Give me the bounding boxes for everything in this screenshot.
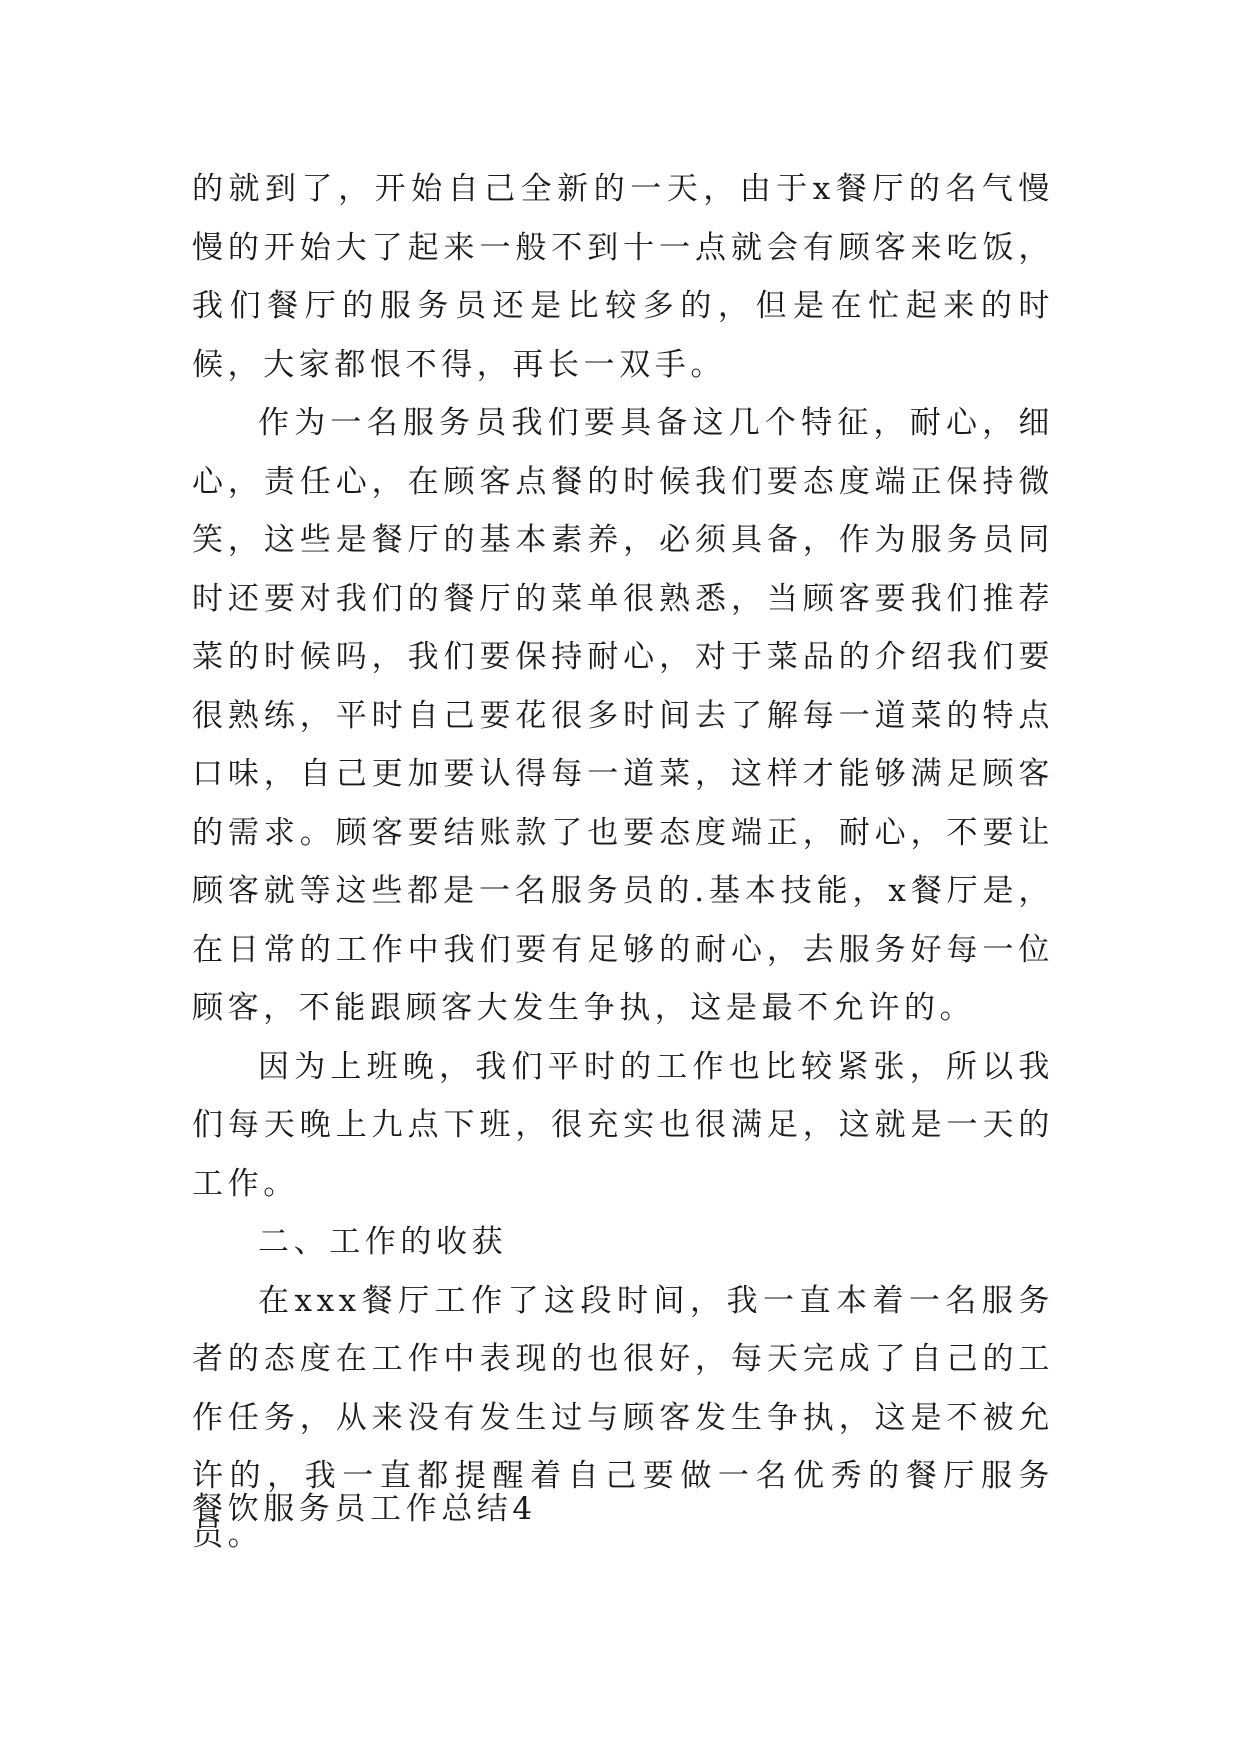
subheading-gains: 二、工作的收获	[258, 1224, 508, 1260]
section-title: 餐饮服务员工作总结4	[192, 1491, 537, 1527]
paragraph-gains: 在xxx餐厅工作了这段时间，我一直本着一名服务者的态度在工作中表现的也很好，每天完成了自己的工作任务，从来没有发生过与顾客发生争执，这是不被允许的，我一直都提醒着自己要做一名优秀的餐厅服务员。	[192, 1282, 1054, 1553]
paragraph-qualities: 作为一名服务员我们要具备这几个特征，耐心，细心，责任心，在顾客点餐的时候我们要态度端正保持微笑，这些是餐厅的基本素养，必须具备，作为服务员同时还要对我们的餐厅的菜单很熟悉，当顾客要我们推荐菜的时候吗，我们要保持耐心，对于菜品的介绍我们要很熟练，平时自己要花很多时间去了解每一道菜的特点口味，自己更加要认得每一道菜，这样才能够满足顾客的需求。顾客要结账款了也要态度端正，耐心，不要让顾客就等这些都是一名服务员的.基本技能，x餐厅是，在日常的工作中我们要有足够的耐心，去服务好每一位顾客，不能跟顾客大发生争执，这是最不允许的。	[192, 405, 1054, 1026]
paragraph-continuation: 的就到了，开始自己全新的一天，由于x餐厅的名气慢慢的开始大了起来一般不到十一点就会有顾客来吃饭，我们餐厅的服务员还是比较多的，但是在忙起来的时候，大家都恨不得，再长一双手。	[192, 171, 1054, 383]
paragraph-schedule: 因为上班晚，我们平时的工作也比较紧张，所以我们每天晚上九点下班，很充实也很满足，这就是一天的工作。	[192, 1048, 1054, 1202]
document-body	[192, 160, 1054, 1564]
